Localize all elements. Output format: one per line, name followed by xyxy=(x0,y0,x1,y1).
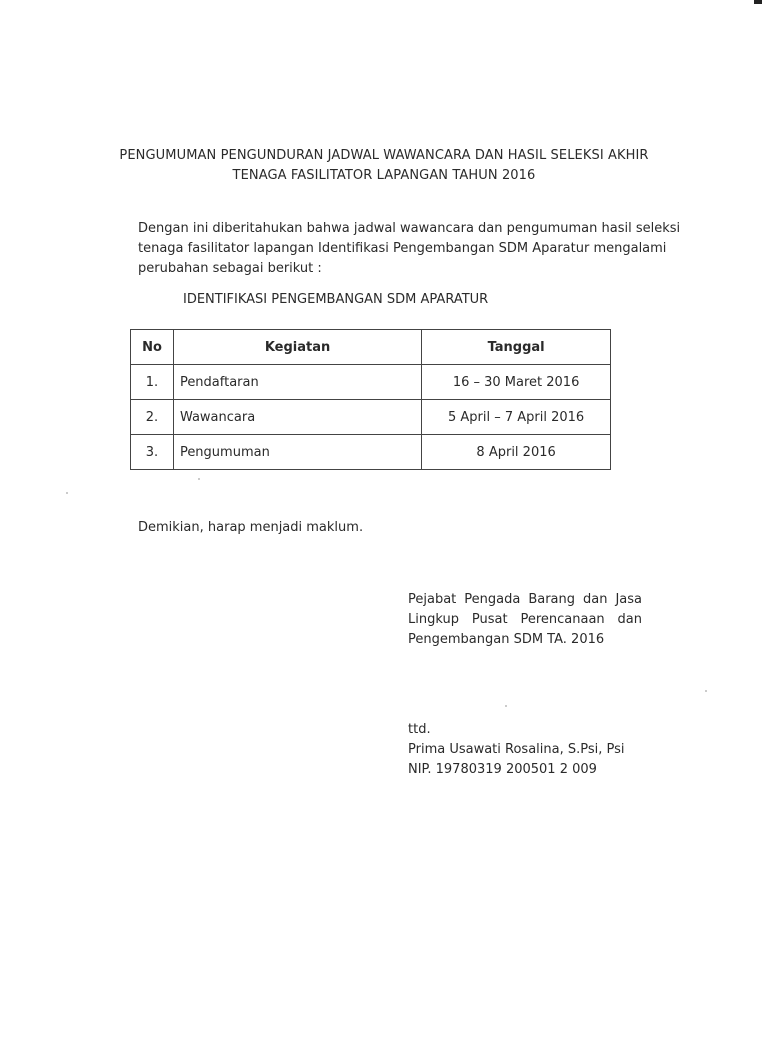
section-heading: IDENTIFIKASI PENGEMBANGAN SDM APARATUR xyxy=(183,292,489,307)
signature-ttd: ttd. xyxy=(408,722,431,737)
row-tanggal: 5 April – 7 April 2016 xyxy=(422,400,611,435)
row-tanggal: 16 – 30 Maret 2016 xyxy=(422,365,611,400)
row-kegiatan: Pengumuman xyxy=(173,435,421,470)
signatory-line-1: Pejabat Pengada Barang dan Jasa xyxy=(408,592,642,607)
table-row xyxy=(131,400,611,435)
closing-statement: Demikian, harap menjadi maklum. xyxy=(138,520,364,535)
title-line-2: TENAGA FASILITATOR LAPANGAN TAHUN 2016 xyxy=(232,168,536,183)
row-kegiatan: Pendaftaran xyxy=(173,365,421,400)
header-tanggal: Tanggal xyxy=(422,330,611,365)
table-row xyxy=(131,435,611,470)
document-title xyxy=(0,146,768,186)
table-header-row xyxy=(131,330,611,365)
scan-speck xyxy=(198,478,200,480)
intro-line-3: perubahan sebagai berikut : xyxy=(138,261,322,276)
intro-paragraph xyxy=(138,219,681,279)
intro-line-1: Dengan ini diberitahukan bahwa jadwal wawancara dan pengumuman hasil seleksi xyxy=(138,221,681,236)
scan-speck xyxy=(505,705,507,707)
row-no: 2. xyxy=(131,400,174,435)
row-no: 1. xyxy=(131,365,174,400)
schedule-table xyxy=(130,329,611,470)
row-kegiatan: Wawancara xyxy=(173,400,421,435)
signatory-line-2: Lingkup Pusat Perencanaan dan xyxy=(408,612,642,627)
intro-line-2: tenaga fasilitator lapangan Identifikasi Pengembangan SDM Aparatur mengalami xyxy=(138,241,667,256)
header-kegiatan: Kegiatan xyxy=(173,330,421,365)
signatory-name: Prima Usawati Rosalina, S.Psi, Psi xyxy=(408,742,625,757)
header-no: No xyxy=(131,330,174,365)
signatory-line-3: Pengembangan SDM TA. 2016 xyxy=(408,632,605,647)
scan-speck xyxy=(66,492,68,494)
signatory-title xyxy=(408,590,642,650)
row-tanggal: 8 April 2016 xyxy=(422,435,611,470)
signature-block xyxy=(408,720,625,780)
scan-speck xyxy=(705,690,707,692)
scan-corner-mark xyxy=(754,0,762,4)
title-line-1: PENGUMUMAN PENGUNDURAN JADWAL WAWANCARA DAN HASIL SELEKSI AKHIR xyxy=(119,148,649,163)
signatory-nip: NIP. 19780319 200501 2 009 xyxy=(408,762,597,777)
row-no: 3. xyxy=(131,435,174,470)
table-row xyxy=(131,365,611,400)
